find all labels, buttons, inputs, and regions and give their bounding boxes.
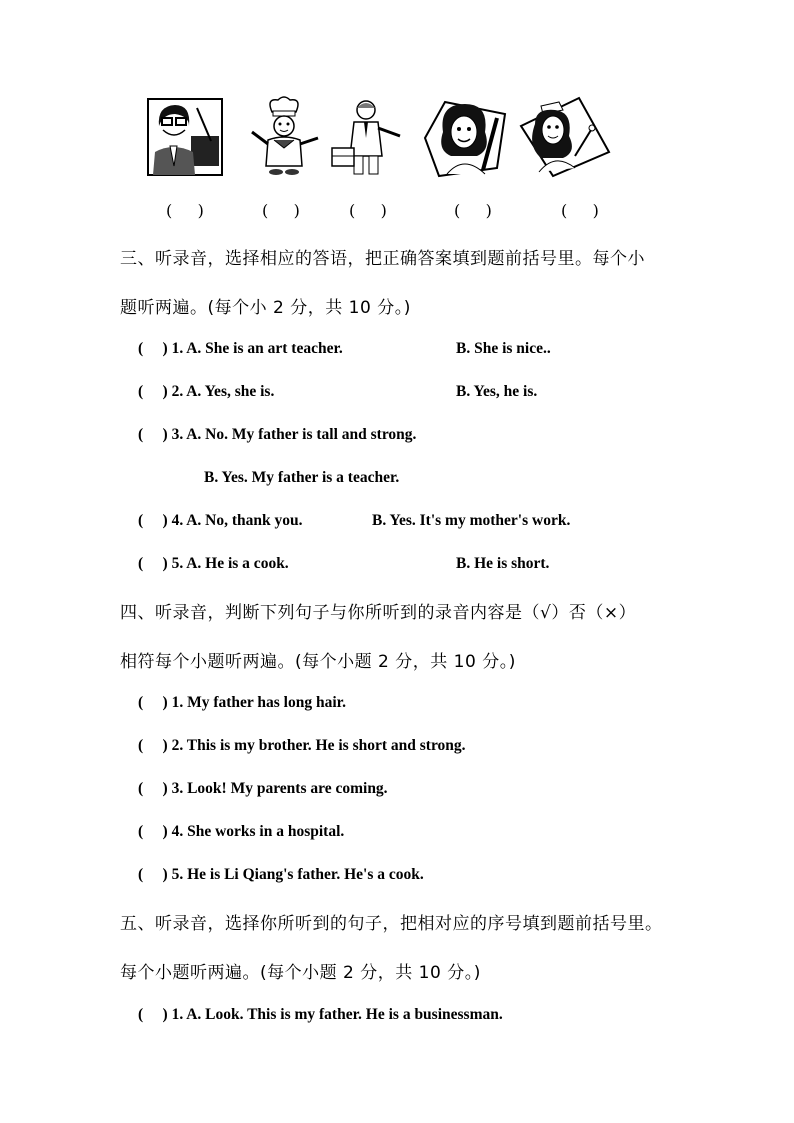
picture-1-answer[interactable]: ( ) [166, 201, 204, 220]
s4-item-3: ( ) 3. Look! My parents are coming. [138, 780, 388, 797]
s3-question-3-option-b: B. Yes. My father is a teacher. [204, 469, 400, 486]
artist-woman-picture-icon [421, 96, 509, 178]
teacher-picture [145, 96, 225, 178]
s5-question-1: ( ) 1. A. Look. This is my father. He is a businessman. [138, 1006, 503, 1023]
s3-question-1: ( ) 1. A. She is an art teacher. [138, 340, 343, 357]
section5-heading-line1: 五、听录音，选择你所听到的句子，把相对应的序号填到题前括号里。 [120, 914, 663, 934]
section3-heading-line1: 三、听录音，选择相应的答语，把正确答案填到题前括号里。每个小 [120, 249, 645, 269]
s3-question-3: ( ) 3. A. No. My father is tall and strong. [138, 426, 417, 443]
s3-question-4: ( ) 4. A. No, thank you. [138, 512, 303, 529]
s3-question-2-option-b: B. Yes, he is. [456, 383, 538, 400]
s4-item-4: ( ) 4. She works in a hospital. [138, 823, 345, 840]
teacher-picture-icon [145, 96, 225, 178]
nurse-picture-icon [519, 96, 611, 178]
cook-picture-icon [244, 96, 324, 178]
picture-5-answer[interactable]: ( ) [561, 201, 599, 220]
picture-2-answer[interactable]: ( ) [262, 201, 300, 220]
s3-question-2: ( ) 2. A. Yes, she is. [138, 383, 275, 400]
s3-question-5: ( ) 5. A. He is a cook. [138, 555, 289, 572]
section4-heading-line1: 四、听录音，判断下列句子与你所听到的录音内容是（√）否（×） [120, 603, 637, 623]
cook-picture [244, 96, 324, 178]
picture-3-answer[interactable]: ( ) [349, 201, 387, 220]
s4-item-5: ( ) 5. He is Li Qiang's father. He's a cook. [138, 866, 424, 883]
s3-question-4-option-b: B. Yes. It's my mother's work. [372, 512, 571, 529]
s4-item-2: ( ) 2. This is my brother. He is short and strong. [138, 737, 466, 754]
artist-woman-picture [421, 96, 509, 178]
picture-4-answer[interactable]: ( ) [454, 201, 492, 220]
businessman-picture [326, 96, 410, 178]
section5-heading-line2: 每个小题听两遍。(每个小题 2 分，共 10 分。) [120, 963, 481, 983]
s4-item-1: ( ) 1. My father has long hair. [138, 694, 346, 711]
nurse-picture [519, 96, 611, 178]
section4-heading-line2: 相符每个小题听两遍。(每个小题 2 分，共 10 分。) [120, 652, 516, 672]
s3-question-1-option-b: B. She is nice.. [456, 340, 551, 357]
businessman-picture-icon [326, 96, 410, 178]
s3-question-5-option-b: B. He is short. [456, 555, 550, 572]
section3-heading-line2: 题听两遍。(每个小 2 分，共 10 分。) [120, 298, 411, 318]
